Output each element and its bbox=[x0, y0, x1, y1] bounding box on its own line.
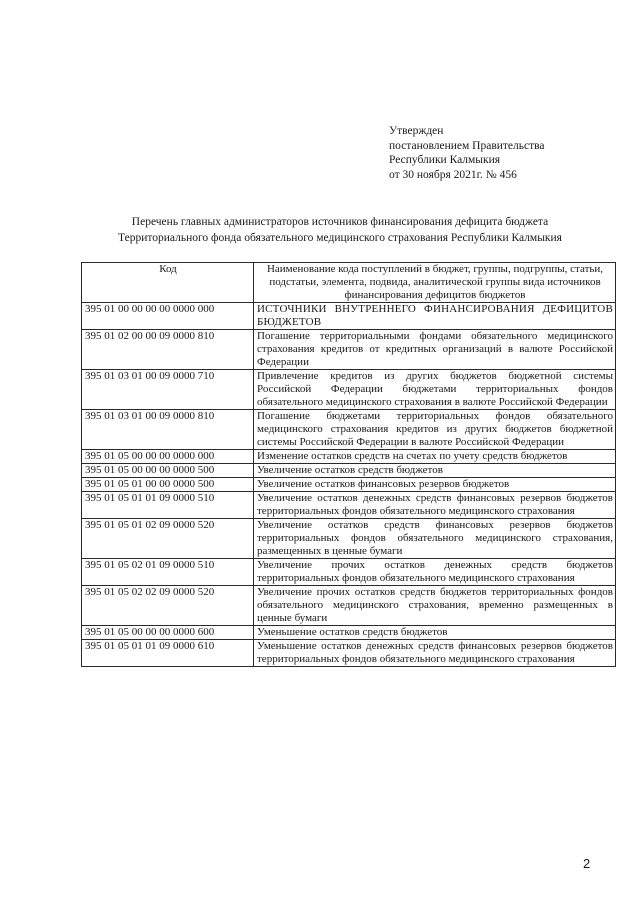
table-row bbox=[82, 519, 616, 559]
table-row bbox=[82, 492, 616, 519]
row-code: 395 01 00 00 00 00 0000 000 bbox=[82, 303, 254, 330]
row-code: 395 01 05 02 01 09 0000 510 bbox=[82, 559, 254, 586]
table-row bbox=[82, 303, 616, 330]
approval-line-republic: Республики Калмыкия bbox=[389, 154, 501, 166]
table-row bbox=[82, 559, 616, 586]
row-name: Увеличение остатков средств финансовых резервов бюджетов территориальных фондов обязательного медицинского страхования, размещенных в ценные бумаги bbox=[254, 519, 616, 559]
header-name: Наименование кода поступлений в бюджет, группы, подгруппы, статьи, подстатьи, элемента, подвида, аналитической группы вида источников финансирования дефицитов бюджетов bbox=[254, 263, 616, 303]
title-line-1: Перечень главных администраторов источников финансирования дефицита бюджета bbox=[131, 216, 549, 228]
approval-line-date: от 30 ноября 2021г. № 456 bbox=[389, 168, 517, 181]
row-code: 395 01 05 00 00 00 0000 500 bbox=[82, 464, 254, 478]
row-code: 395 01 05 01 01 09 0000 510 bbox=[82, 492, 254, 519]
table-row bbox=[82, 464, 616, 478]
row-name: Уменьшение остатков денежных средств финансовых резервов бюджетов территориальных фондов обязательного медицинского страхования bbox=[254, 640, 616, 667]
document-title bbox=[70, 214, 610, 246]
row-name: Увеличение остатков средств бюджетов bbox=[254, 464, 616, 478]
sources-table bbox=[81, 262, 616, 667]
row-code: 395 01 03 01 00 09 0000 810 bbox=[82, 410, 254, 450]
row-name: Изменение остатков средств на счетах по учету средств бюджетов bbox=[254, 450, 616, 464]
row-code: 395 01 05 01 01 09 0000 610 bbox=[82, 640, 254, 667]
table-row bbox=[82, 586, 616, 626]
row-code: 395 01 05 01 02 09 0000 520 bbox=[82, 519, 254, 559]
approval-block bbox=[389, 124, 545, 182]
row-code: 395 01 03 01 00 09 0000 710 bbox=[82, 370, 254, 410]
row-name: Уменьшение остатков средств бюджетов bbox=[254, 626, 616, 640]
row-code: 395 01 05 01 00 00 0000 500 bbox=[82, 478, 254, 492]
table-row bbox=[82, 640, 616, 667]
row-name: Увеличение прочих остатков денежных средств бюджетов территориальных фондов обязательного медицинского страхования bbox=[254, 559, 616, 586]
approval-line-resolution: постановлением Правительства bbox=[389, 139, 545, 152]
row-name: Привлечение кредитов из других бюджетов бюджетной системы Российской Федерации бюджетами территориальных фондов обязательного медицинского страхования в валюте Российской Федерации bbox=[254, 370, 616, 410]
row-name: Погашение территориальными фондами обязательного медицинского страхования кредитов от кредитных организаций в валюте Российской Федерации bbox=[254, 330, 616, 370]
row-name: Увеличение остатков денежных средств финансовых резервов бюджетов территориальных фондов обязательного медицинского страхования bbox=[254, 492, 616, 519]
table-row bbox=[82, 450, 616, 464]
row-name: Погашение бюджетами территориальных фондов обязательного медицинского страхования кредитов из других бюджетов бюджетной системы Российской Федерации в валюте Российской Федерации bbox=[254, 410, 616, 450]
page-number: 2 bbox=[583, 856, 591, 871]
table-row bbox=[82, 370, 616, 410]
row-code: 395 01 02 00 00 09 0000 810 bbox=[82, 330, 254, 370]
row-name: Увеличение остатков финансовых резервов бюджетов bbox=[254, 478, 616, 492]
row-name: ИСТОЧНИКИ ВНУТРЕННЕГО ФИНАНСИРОВАНИЯ ДЕФИЦИТОВ БЮДЖЕТОВ bbox=[254, 303, 616, 330]
header-code: Код bbox=[82, 263, 254, 303]
table-row bbox=[82, 410, 616, 450]
row-name: Увеличение прочих остатков средств бюджетов территориальных фондов обязательного медицинского страхования, временно размещенных в ценные бумаги bbox=[254, 586, 616, 626]
table-row bbox=[82, 626, 616, 640]
row-code: 395 01 05 00 00 00 0000 000 bbox=[82, 450, 254, 464]
row-code: 395 01 05 02 02 09 0000 520 bbox=[82, 586, 254, 626]
table-header-row bbox=[82, 263, 616, 303]
table-row bbox=[82, 478, 616, 492]
table-row bbox=[82, 330, 616, 370]
row-code: 395 01 05 00 00 00 0000 600 bbox=[82, 626, 254, 640]
title-line-2: Территориального фонда обязательного медицинского страхования Республики Калмыкия bbox=[118, 232, 562, 244]
approval-line-approved: Утвержден bbox=[389, 125, 444, 137]
